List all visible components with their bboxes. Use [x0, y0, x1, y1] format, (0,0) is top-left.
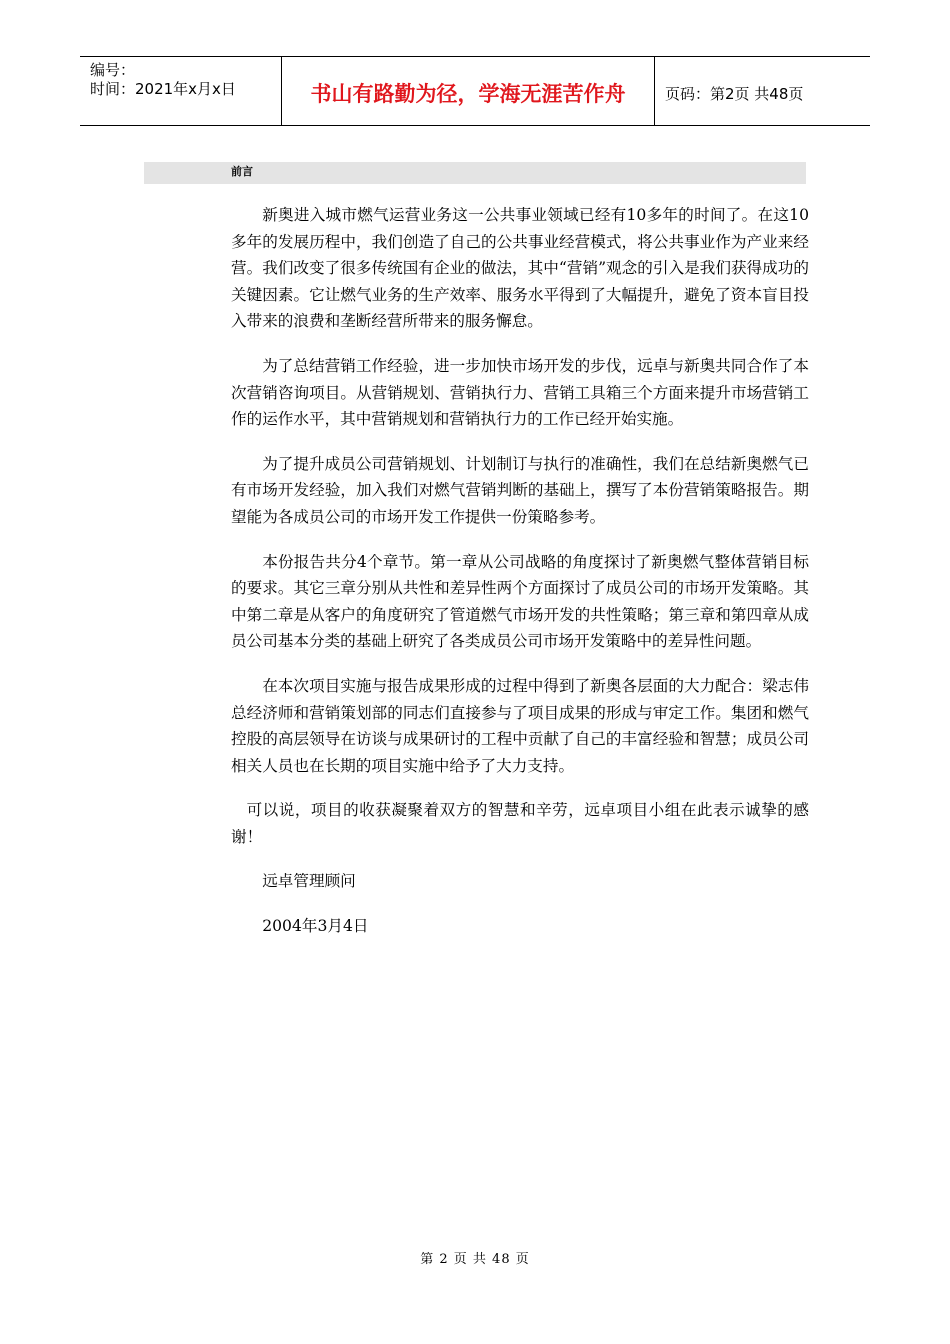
header-meta	[80, 57, 282, 125]
paragraph: 在本次项目实施与报告成果形成的过程中得到了新奥各层面的大力配合：梁志伟总经济师和营销策划部的同志们直接参与了项目成果的形成与审定工作。集团和燃气控股的高层领导在访谈与成果研讨的工程中贡献了自己的丰富经验和智慧；成员公司相关人员也在长期的项目实施中给予了大力支持。	[231, 676, 809, 775]
number-label: 编号：	[90, 61, 136, 79]
paragraph: 为了提升成员公司营销规划、计划制订与执行的准确性，我们在总结新奥燃气已有市场开发经验，加入我们对燃气营销判断的基础上，撰写了本份营销策略报告。期望能为各成员公司的市场开发工作提供一份策略参考。	[231, 454, 809, 526]
page-footer: 第 2 页 共 48 页	[420, 1252, 530, 1267]
header-page-info: 页码：第2页 共48页	[665, 84, 804, 103]
paragraph: 新奥进入城市燃气运营业务这一公共事业领域已经有10多年的时间了。在这10多年的发展历程中，我们创造了自己的公共事业经营模式，将公共事业作为产业来经营。我们改变了很多传统国有企业的做法，其中“营销”观念的引入是我们获得成功的关键因素。它让燃气业务的生产效率、服务水平得到了大幅提升，避免了资本盲目投入带来的浪费和垄断经营所带来的服务懈怠。	[231, 206, 809, 331]
paragraph: 本份报告共分4个章节。第一章从公司战略的角度探讨了新奥燃气整体营销目标的要求。其它三章分别从共性和差异性两个方面探讨了成员公司的市场开发策略。其中第二章是从客户的角度研究了管道燃气市场开发的共性策略；第三章和第四章从成员公司基本分类的基础上研究了各类成员公司市场开发策略中的差异性问题。	[231, 552, 809, 651]
signature-org: 远卓管理顾问	[262, 872, 356, 891]
document-header	[80, 56, 870, 126]
paragraph: 为了总结营销工作经验，进一步加快市场开发的步伐，远卓与新奥共同合作了本次营销咨询项目。从营销规划、营销执行力、营销工具箱三个方面来提升市场营销工作的运作水平，其中营销规划和营销执行力的工作已经开始实施。	[231, 356, 809, 429]
header-motto: 书山有路勤为径，学海无涯苦作舟	[282, 57, 655, 125]
section-title: 前言	[231, 165, 253, 178]
signature-date: 2004年3月4日	[262, 917, 369, 936]
section-heading-bar	[144, 162, 806, 184]
paragraph: 可以说，项目的收获凝聚着双方的智慧和辛劳，远卓项目小组在此表示诚挚的感谢！	[231, 801, 809, 846]
time-label: 时间：2021年x月x日	[90, 80, 236, 98]
document-body	[231, 202, 809, 958]
